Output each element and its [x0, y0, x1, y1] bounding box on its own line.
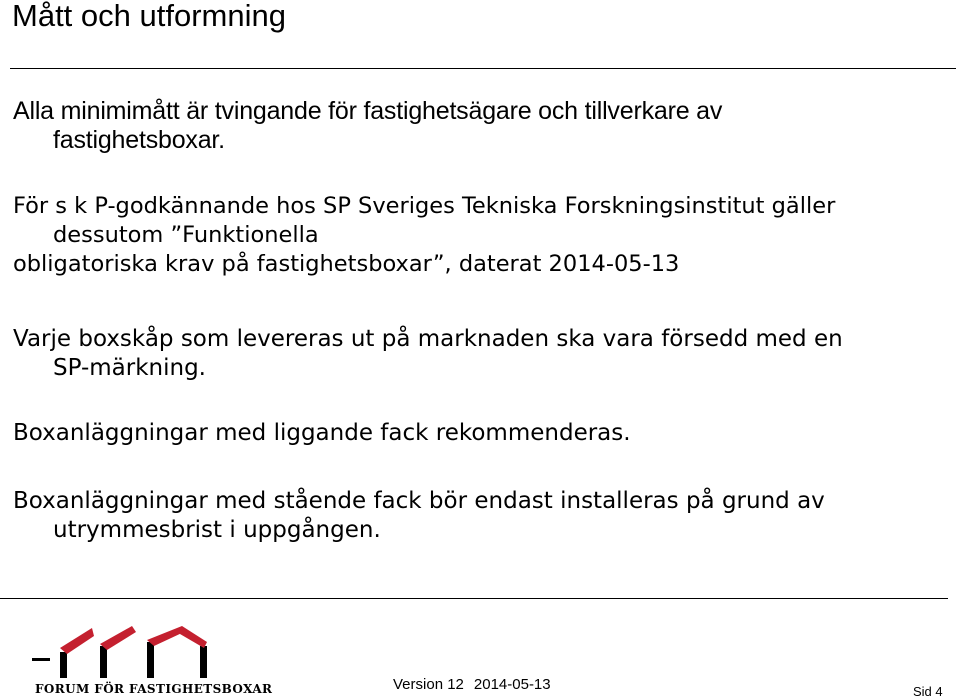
logo-roof [60, 628, 94, 654]
logo-wordmark: FORUM FÖR FASTIGHETSBOXAR [35, 682, 273, 696]
paragraph-line: Varje boxskåp som levereras ut på marknaden ska vara försedd med en [13, 326, 843, 352]
logo-bar [200, 646, 207, 678]
paragraph-sp-marking [13, 325, 843, 383]
logo-bar [147, 642, 154, 678]
version-label: Version 12 [393, 676, 464, 693]
page-number: Sid 4 [913, 684, 943, 699]
paragraph-line: SP-märkning. [53, 355, 206, 381]
paragraph-p-approval [13, 192, 835, 279]
version-date: 2014-05-13 [473, 676, 551, 693]
paragraph-line: Boxanläggningar med stående fack bör endast installeras på grund av [13, 488, 825, 514]
paragraph-line: dessutom ”Funktionella [53, 222, 319, 248]
paragraph-minimum-dimensions [13, 97, 722, 155]
paragraph-line: Alla minimimått är tvingande för fastighetsägare och tillverkare av [13, 97, 723, 125]
paragraph-line: utrymmesbrist i uppgången. [53, 517, 381, 543]
logo-roof [147, 626, 184, 646]
title-divider [10, 68, 956, 69]
version-info [393, 676, 551, 693]
paragraph-vertical-compartments [13, 487, 825, 545]
logo-bar [60, 652, 67, 678]
paragraph-line: fastighetsboxar. [53, 126, 225, 154]
paragraph-line: obligatoriska krav på fastighetsboxar”, daterat 2014-05-13 [13, 251, 680, 277]
logo-roof [100, 626, 136, 650]
paragraph-line: För s k P-godkännande hos SP Sveriges Tekniska Forskningsinstitut gäller [13, 193, 836, 219]
logo-bar [100, 646, 107, 678]
paragraph-line: Boxanläggningar med liggande fack rekommenderas. [13, 420, 631, 446]
paragraph-horizontal-compartments [13, 419, 631, 448]
logo-base [32, 658, 50, 661]
page-title: Mått och utformning [12, 0, 286, 33]
logo-roof [180, 626, 207, 648]
footer-divider [0, 598, 948, 599]
